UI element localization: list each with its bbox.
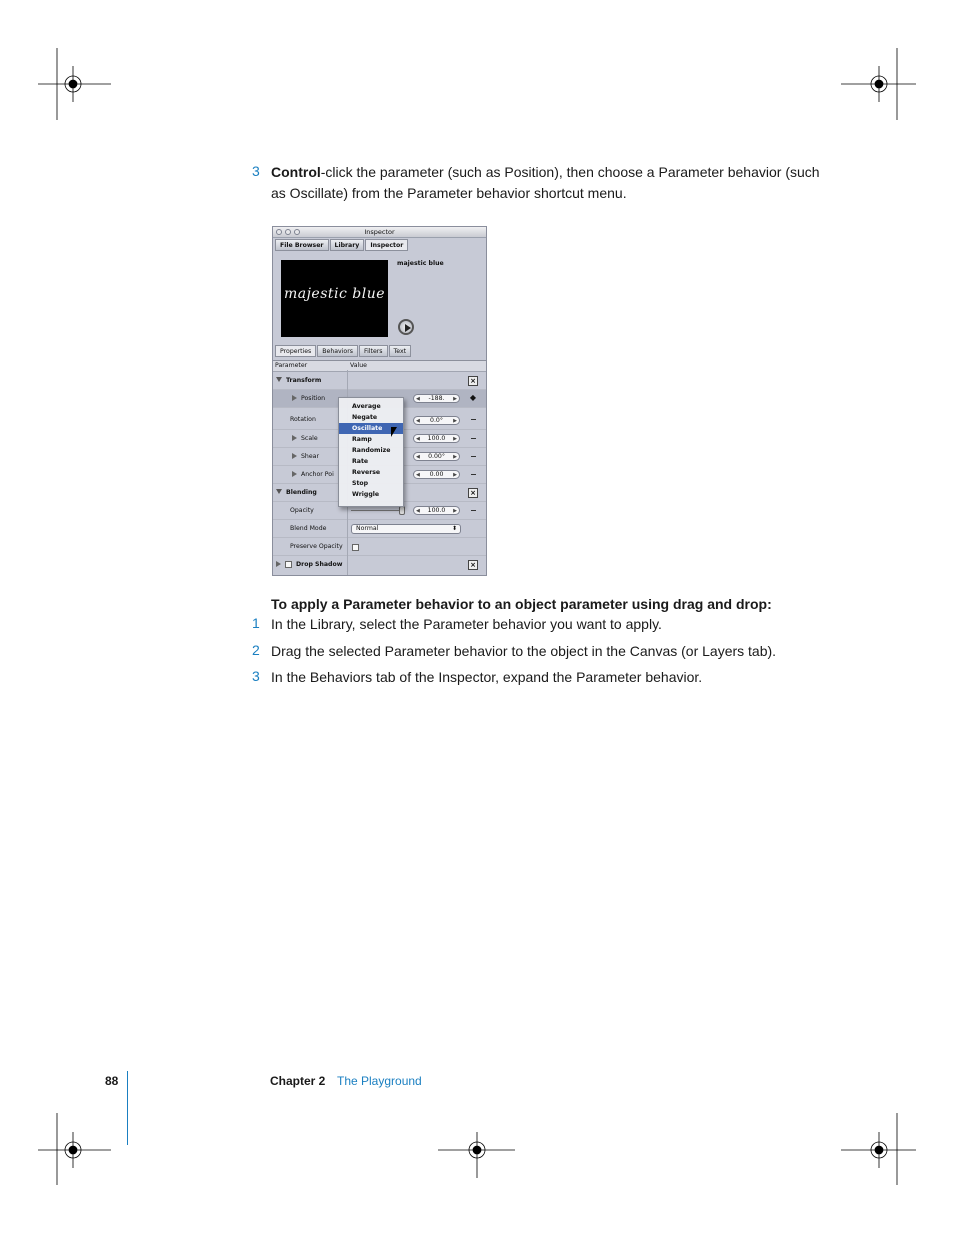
row-label: Rotation	[290, 416, 316, 423]
step-number: 2	[252, 642, 260, 658]
row-label: Preserve Opacity	[290, 543, 343, 550]
anchor-field[interactable]: ◀ 0.00 ▶	[413, 470, 460, 479]
row-label: Blending	[286, 489, 317, 496]
keyframe-dash-icon[interactable]	[471, 510, 476, 511]
chapter-label: Chapter 2	[270, 1074, 326, 1088]
step-number: 3	[252, 163, 260, 179]
section-heading: To apply a Parameter behavior to an object parameter using drag and drop:	[271, 596, 772, 612]
top-tab-bar	[275, 239, 409, 251]
field-value: 100.0	[427, 507, 446, 514]
field-value: -188.	[428, 395, 445, 402]
field-value: 0.0°	[430, 417, 443, 424]
column-parameter: Parameter	[275, 362, 308, 369]
row-drop-shadow[interactable]	[273, 556, 486, 574]
step-number: 1	[252, 615, 260, 631]
row-label: Anchor Poi	[301, 471, 334, 478]
row-label: Blend Mode	[290, 525, 327, 532]
field-value: 100.0	[427, 435, 446, 442]
keyframe-dash-icon[interactable]	[471, 419, 476, 420]
keyframe-dash-icon[interactable]	[471, 474, 476, 475]
row-label: Scale	[301, 435, 318, 442]
preview-text: majestic blue	[283, 286, 386, 302]
parameter-behavior-menu	[338, 397, 404, 507]
step-1-text: In the Library, select the Parameter behavior you want to apply.	[271, 616, 662, 632]
add-keyframe-icon[interactable]: ◆	[469, 393, 476, 402]
preserve-opacity-checkbox[interactable]	[352, 544, 359, 551]
menu-item-ramp[interactable]: Ramp	[352, 436, 372, 443]
field-value: 0.00	[429, 471, 444, 478]
tab-properties[interactable]: Properties	[275, 345, 316, 357]
inspector-window	[272, 226, 487, 576]
disclosure-right-icon[interactable]	[276, 561, 281, 567]
tab-file-browser[interactable]: File Browser	[275, 239, 329, 251]
tab-inspector[interactable]: Inspector	[365, 239, 408, 251]
row-label: Opacity	[290, 507, 314, 514]
rotation-field[interactable]: ◀ 0.0° ▶	[413, 416, 460, 425]
reset-icon[interactable]: ×	[468, 488, 478, 498]
column-value: Value	[350, 362, 367, 369]
reset-icon[interactable]: ×	[468, 376, 478, 386]
tab-text[interactable]: Text	[389, 345, 412, 357]
row-label: Position	[301, 395, 326, 402]
step-2-text: Drag the selected Parameter behavior to the object in the Canvas (or Layers tab).	[271, 643, 777, 659]
mouse-pointer-icon	[391, 427, 397, 437]
step-3-text: In the Behaviors tab of the Inspector, expand the Parameter behavior.	[271, 669, 703, 685]
menu-item-wriggle[interactable]: Wriggle	[352, 491, 380, 498]
disclosure-right-icon[interactable]	[292, 471, 297, 477]
row-preserve-opacity[interactable]	[273, 538, 486, 556]
opacity-field[interactable]: ◀ 100.0 ▶	[413, 506, 460, 515]
menu-item-randomize[interactable]: Randomize	[352, 447, 391, 454]
drop-shadow-checkbox[interactable]	[285, 561, 292, 568]
scale-field[interactable]: ◀ 100.0 ▶	[413, 434, 460, 443]
menu-item-reverse[interactable]: Reverse	[352, 469, 381, 476]
shear-field[interactable]: ◀ 0.00° ▶	[413, 452, 460, 461]
step-3-line-2: as Oscillate) from the Parameter behavior shortcut menu.	[271, 185, 627, 201]
disclosure-down-icon[interactable]	[276, 489, 282, 494]
select-value: Normal	[356, 525, 379, 532]
menu-item-rate[interactable]: Rate	[352, 458, 369, 465]
menu-item-stop[interactable]: Stop	[352, 480, 369, 487]
menu-item-average[interactable]: Average	[352, 403, 381, 410]
object-name: majestic blue	[397, 260, 444, 267]
play-button[interactable]	[398, 319, 414, 335]
control-keyword: Control	[271, 164, 321, 180]
column-header	[273, 360, 486, 372]
sub-tab-bar	[275, 345, 412, 357]
disclosure-right-icon[interactable]	[292, 395, 297, 401]
row-label: Shear	[301, 453, 319, 460]
opacity-slider[interactable]	[351, 510, 403, 511]
chapter-title: The Playground	[337, 1074, 422, 1088]
tab-filters[interactable]: Filters	[359, 345, 388, 357]
footer-rule	[127, 1071, 128, 1145]
disclosure-right-icon[interactable]	[292, 453, 297, 459]
position-x-field[interactable]: ◀ -188. ▶	[413, 394, 460, 403]
reset-icon[interactable]: ×	[468, 560, 478, 570]
disclosure-down-icon[interactable]	[276, 377, 282, 382]
row-label: Transform	[286, 377, 322, 384]
keyframe-dash-icon[interactable]	[471, 456, 476, 457]
step-number: 3	[252, 668, 260, 684]
window-title: Inspector	[364, 228, 395, 236]
page-number: 88	[105, 1074, 119, 1088]
row-blend-mode[interactable]	[273, 520, 486, 538]
blend-mode-select[interactable]: Normal ⬍	[351, 524, 461, 534]
tab-behaviors[interactable]: Behaviors	[317, 345, 358, 357]
row-label: Drop Shadow	[296, 561, 343, 568]
row-transform[interactable]	[273, 372, 486, 390]
window-titlebar	[273, 227, 486, 238]
menu-item-negate[interactable]: Negate	[352, 414, 378, 421]
menu-item-oscillate[interactable]: Oscillate	[339, 423, 403, 434]
step-3-line-1	[271, 162, 820, 183]
preview-thumbnail	[281, 260, 388, 337]
disclosure-right-icon[interactable]	[292, 435, 297, 441]
slider-knob[interactable]	[399, 506, 405, 515]
step-3-text: -click the parameter (such as Position), then choose a Parameter behavior (such	[320, 164, 820, 180]
field-value: 0.00°	[428, 453, 445, 460]
keyframe-dash-icon[interactable]	[471, 438, 476, 439]
tab-library[interactable]: Library	[330, 239, 365, 251]
